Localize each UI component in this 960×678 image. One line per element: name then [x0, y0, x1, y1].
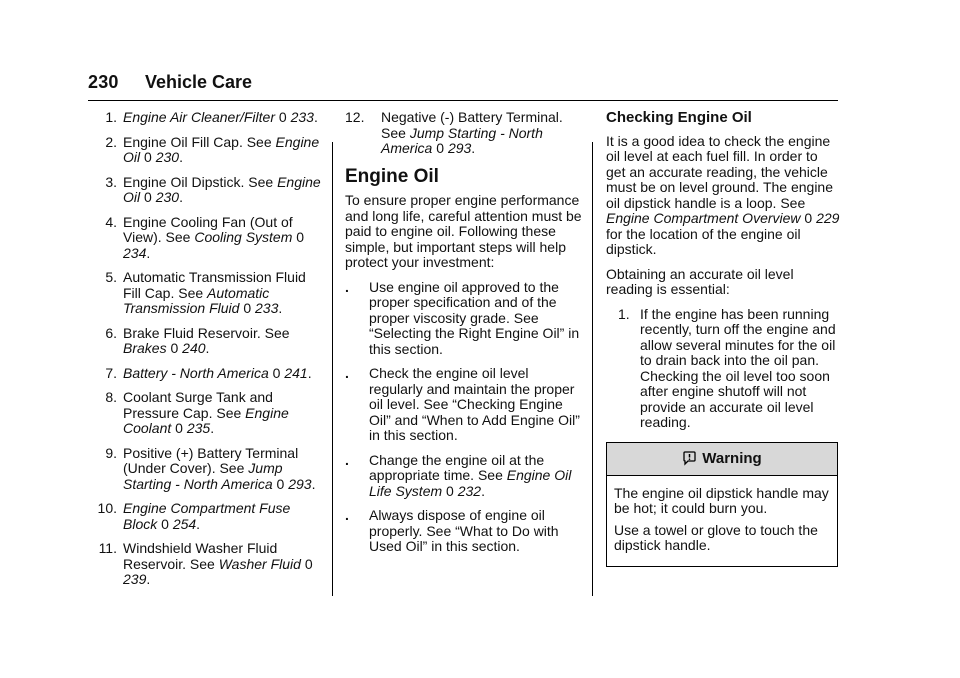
text-run: . [210, 420, 215, 436]
text-run: . [311, 475, 316, 492]
cross-reference: Engine Oil [123, 173, 321, 205]
list-item-text [123, 366, 322, 382]
bullet-item [345, 453, 583, 500]
engine-oil-heading: Engine Oil [345, 165, 439, 187]
list-item [86, 326, 322, 357]
text-run: 0 [239, 300, 256, 316]
bullet-item [345, 280, 583, 358]
list-item-text [123, 270, 322, 317]
list-item-text [123, 541, 322, 588]
bullet-item [345, 366, 583, 444]
step-number: 1. [618, 305, 630, 322]
list-item-number: 9. [105, 444, 117, 461]
cross-reference: 254 [172, 515, 197, 532]
text-run: 0 [442, 482, 458, 499]
text-run: 0 [272, 475, 289, 492]
list-item-text [123, 390, 322, 437]
list-item-number: 11. [98, 540, 117, 556]
list-item-text [123, 110, 322, 126]
list-item-number: 4. [105, 213, 117, 230]
text-run: 0 [171, 420, 187, 436]
list-item-text [123, 446, 322, 493]
list-item [86, 366, 322, 382]
page-number: 230 [88, 72, 119, 92]
component-list [86, 110, 322, 597]
text-run: 0 [166, 340, 183, 356]
list-item-number: 7. [105, 364, 117, 381]
text-run: Automatic Transmission Fluid Fill Cap. See [123, 269, 306, 301]
cross-reference: 235 [186, 420, 211, 436]
bullet-marker: . [345, 507, 349, 523]
cross-reference: 240 [182, 340, 206, 356]
text-run: . [179, 189, 183, 205]
bullet-text [369, 508, 583, 555]
cross-reference: 293 [447, 140, 472, 156]
cross-reference: Engine Air Cleaner/Filter [123, 109, 275, 125]
list-item-number: 3. [105, 173, 117, 190]
list-item [86, 135, 322, 166]
text-run: . [313, 109, 318, 125]
cross-reference: 234 [123, 244, 147, 261]
list-item-text [123, 175, 322, 206]
text-run: Always dispose of engine oil properly. See “What to Do with Used Oil” in this section. [369, 507, 559, 554]
cross-reference: Engine Coolant [123, 404, 289, 436]
bullet-text [369, 280, 583, 358]
text-run: . [471, 140, 476, 156]
warning-icon [682, 451, 697, 466]
cross-reference: 230 [155, 149, 180, 165]
list-item-number: 12. [345, 109, 365, 125]
text-run: Negative (-) Battery Terminal. See [381, 109, 563, 141]
text-run: Coolant Surge Tank and Pressure Cap. See [123, 389, 273, 421]
checking-oil-heading: Checking Engine Oil [606, 109, 752, 126]
text-run: Positive (+) Battery Terminal (Under Cover). See [123, 444, 299, 476]
text-run: Windshield Washer Fluid Reservoir. See [123, 540, 278, 572]
text-run: Engine Cooling Fan (Out of View). See [123, 213, 293, 245]
bullet-text [369, 366, 583, 444]
accuracy-para: Obtaining an accurate oil level reading is essential: [606, 265, 794, 297]
text-run: 0 [800, 210, 817, 226]
list-item-number: 1. [105, 109, 117, 125]
list-item-number: 5. [105, 269, 117, 285]
text-run: 0 [432, 140, 448, 156]
cross-reference: Engine Compartment Fuse Block [123, 500, 291, 532]
cross-reference: 239 [123, 571, 147, 587]
text-run: . [146, 244, 151, 261]
list-item-number: 2. [105, 133, 117, 150]
text-run: . [196, 515, 201, 532]
list-item [86, 541, 322, 588]
step-item [606, 307, 840, 431]
text-run: . [307, 364, 312, 381]
column-divider-left [332, 142, 333, 596]
text-run: Brake Fluid Reservoir. See [123, 324, 290, 341]
bullet-marker: . [345, 451, 349, 468]
cross-reference: Engine Compartment Overview [606, 210, 801, 226]
list-item [86, 501, 322, 532]
cross-reference: 233 [255, 300, 279, 316]
cross-reference: Jump Starting - North America [381, 124, 543, 156]
list-item [86, 390, 322, 437]
text-run: . [481, 482, 485, 499]
warning-title: Warning [702, 449, 762, 467]
text-run: 0 [278, 109, 287, 125]
list-item [86, 270, 322, 317]
warning-body [607, 476, 837, 566]
cross-reference: 241 [284, 364, 308, 381]
list-item [86, 446, 322, 493]
cross-reference: Battery - North America [123, 364, 269, 381]
list-item-number: 10. [97, 500, 117, 516]
text-run: 0 [140, 189, 156, 205]
bullet-item [345, 508, 583, 555]
cross-reference: Jump Starting - North America [123, 460, 283, 492]
checking-oil-column [606, 110, 840, 567]
cross-reference: 230 [155, 189, 180, 205]
list-item-text [123, 215, 322, 262]
text-run: Engine Oil Fill Cap. See [123, 133, 276, 150]
bullet-marker: . [345, 365, 349, 381]
text-run: Change the engine oil at the appropriate time. See [369, 451, 545, 483]
list-item-text [123, 135, 322, 166]
column-divider-right [592, 142, 593, 596]
list-item [86, 110, 322, 126]
text-run: 0 [292, 229, 305, 245]
text-run: . [146, 571, 151, 587]
text-run: Check the engine oil level regularly and maintain the proper oil level. See “Checking Engine Oil” and “When to Add Engine Oil” in this section. [369, 365, 580, 443]
text-run: Engine Oil Dipstick. See [123, 173, 278, 190]
list-item-number: 8. [105, 389, 117, 405]
list-item [86, 175, 322, 206]
cross-reference: Cooling System [194, 229, 293, 245]
step-text: If the engine has been running recently, turn off the engine and allow several minutes for the oil to drain back into the oil pan. Checking the oil level too soon after engine shutoff will not provide an accurate oil level reading. [640, 305, 836, 430]
text-run: Use engine oil approved to the proper specification and of the proper viscosity grade. See “Selecting the Right Engine Oil” in this section. [369, 278, 580, 357]
checking-oil-para [606, 134, 840, 258]
section-title: Vehicle Care [145, 72, 253, 92]
text-run: It is a good idea to check the engine oil level at each fuel fill. In order to get an accurate reading, the vehicle must be on level ground. The engine oil dipstick handle is a loop. See [606, 132, 834, 211]
cross-reference: Automatic Transmission Fluid [123, 284, 270, 316]
cross-reference: Engine Oil [123, 133, 320, 165]
engine-oil-column [345, 110, 583, 564]
list-item [86, 215, 322, 262]
text-run: . [205, 340, 210, 356]
bullet-marker: . [345, 278, 349, 295]
cross-reference: Washer Fluid [218, 555, 301, 572]
text-run: . [278, 300, 283, 316]
list-item-text [123, 326, 322, 357]
bullet-text [369, 453, 583, 500]
list-item-number: 6. [105, 324, 117, 341]
engine-oil-intro: To ensure proper engine performance and long life, careful attention must be paid to engine oil. Following these simple, but important steps will help protect your investment: [345, 192, 582, 270]
text-run: for the location of the engine oil dipstick. [606, 225, 801, 257]
cross-reference: 229 [816, 210, 840, 226]
cross-reference: 293 [288, 475, 312, 492]
text-run: 0 [268, 364, 285, 381]
list-item [345, 110, 583, 157]
list-item-text [381, 110, 583, 157]
warning-text-1: The engine oil dipstick handle may be hot; it could burn you. [614, 484, 829, 516]
warning-box [606, 442, 838, 567]
cross-reference: Brakes [123, 340, 167, 356]
text-run: 0 [157, 515, 173, 532]
text-run: 0 [140, 149, 156, 165]
text-run: . [179, 149, 183, 165]
bullet-list [345, 280, 583, 555]
text-run: 0 [300, 555, 313, 572]
cross-reference: 233 [286, 109, 314, 125]
cross-reference: 232 [457, 482, 482, 499]
page-header [88, 72, 838, 101]
warning-text-2: Use a towel or glove to touch the dipstick handle. [614, 521, 818, 553]
list-item-text [123, 501, 322, 532]
cross-reference: Engine Oil Life System [369, 467, 572, 499]
warning-header [607, 443, 837, 476]
